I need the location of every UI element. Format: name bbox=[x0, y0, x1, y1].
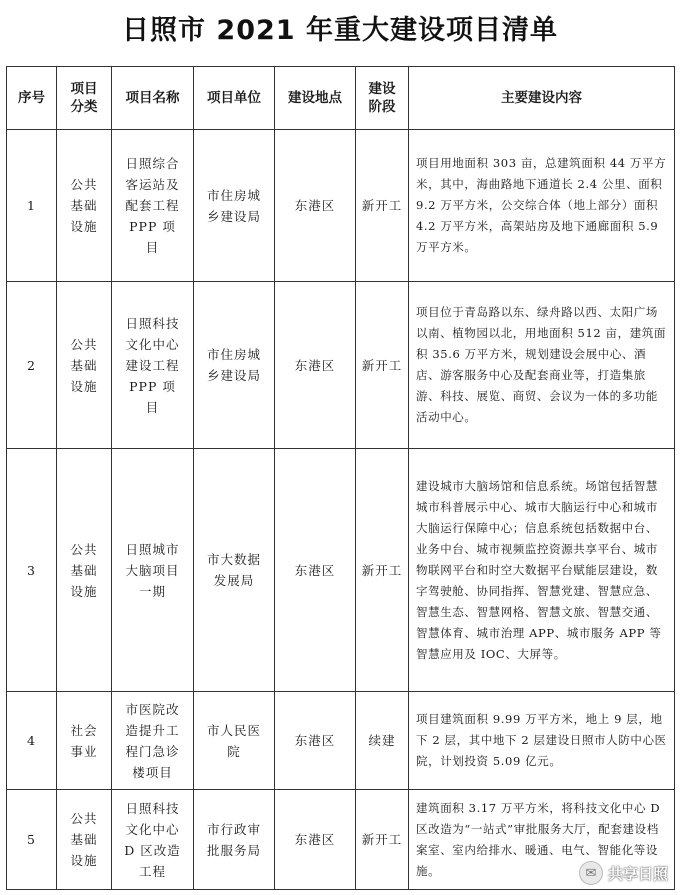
cell-location: 东港区 bbox=[275, 282, 356, 449]
cell-index: 3 bbox=[7, 449, 57, 692]
cell-stage: 续建 bbox=[356, 692, 409, 790]
cell-project-name-text: 日照城市大脑项目一期 bbox=[125, 541, 180, 599]
cell-location: 东港区 bbox=[275, 449, 356, 692]
cell-project-name-text: 日照科技文化中心建设工程 PPP 项目 bbox=[125, 315, 180, 415]
cell-category bbox=[57, 130, 112, 282]
cell-content: 建筑面积 3.17 万平方米，将科技文化中心 D 区改造为“一站式”审批服务大厅，配套建设档案室、室内给排水、暖通、电气、智能化等设施。 bbox=[409, 790, 675, 890]
header-index: 序号 bbox=[7, 67, 57, 130]
watermark bbox=[579, 861, 668, 885]
cell-content: 项目用地面积 303 亩，总建筑面积 44 万平方米，其中，海曲路地下通道长 2.4 公里、面积 9.2 万平方米，公交综合体（地上部分）面积 4.2 万平方米，高架站房及地下通廊面积 5.9 万平方米。 bbox=[409, 130, 675, 282]
header-category bbox=[57, 67, 112, 130]
cell-index: 2 bbox=[7, 282, 57, 449]
cell-content: 项目建筑面积 9.99 万平方米，地上 9 层，地下 2 层，其中地下 2 层建设日照市人防中心医院，计划投资 5.09 亿元。 bbox=[409, 692, 675, 790]
cell-project-name-text: 市医院改造提升工程门急诊楼项目 bbox=[125, 701, 180, 780]
cell-stage: 新开工 bbox=[356, 449, 409, 692]
cell-project-name bbox=[112, 790, 194, 890]
cell-unit-text: 市行政审批服务局 bbox=[206, 821, 261, 858]
cell-unit bbox=[194, 449, 275, 692]
cell-unit bbox=[194, 692, 275, 790]
cell-project-name bbox=[112, 282, 194, 449]
header-stage bbox=[356, 67, 409, 130]
cell-location: 东港区 bbox=[275, 790, 356, 890]
cell-unit-text: 市住房城乡建设局 bbox=[206, 347, 261, 383]
table-row bbox=[7, 282, 675, 449]
cell-project-name-text: 日照综合客运站及配套工程 PPP 项目 bbox=[125, 156, 180, 255]
cell-unit bbox=[194, 130, 275, 282]
chat-bubble-icon: ✉ bbox=[579, 861, 603, 885]
header-content: 主要建设内容 bbox=[409, 67, 675, 130]
cell-category-text: 公共基础设施 bbox=[70, 541, 98, 599]
cell-category-text: 公共基础设施 bbox=[70, 811, 98, 868]
cell-project-name-text: 日照科技文化中心 D 区改造工程 bbox=[124, 800, 181, 879]
table-row bbox=[7, 449, 675, 692]
cell-stage: 新开工 bbox=[356, 790, 409, 890]
cell-unit-text: 市住房城乡建设局 bbox=[206, 187, 261, 224]
cell-index: 1 bbox=[7, 130, 57, 282]
header-unit: 项目单位 bbox=[194, 67, 275, 130]
cell-unit-text: 市人民医院 bbox=[206, 722, 261, 759]
header-location: 建设地点 bbox=[275, 67, 356, 130]
cell-unit-text: 市大数据发展局 bbox=[206, 552, 261, 588]
cell-category-text: 社会事业 bbox=[70, 722, 98, 759]
table-row bbox=[7, 130, 675, 282]
watermark-text: 共享日照 bbox=[607, 864, 668, 883]
cell-content: 建设城市大脑场馆和信息系统。场馆包括智慧城市科普展示中心、城市大脑运行中心和城市大脑运行保障中心；信息系统包括数据中台、业务中台、城市视频监控资源共享平台、城市物联网平台和时空大数据平台赋能层建设，数字驾驶舱、协同指挥、智慧党建、智慧应急、智慧生态、智慧网格、智慧文旅、智慧交通、智慧体育、城市治理 APP、城市服务 APP 等智慧应用及 IOC、大屏等。 bbox=[409, 449, 675, 692]
cell-project-name bbox=[112, 130, 194, 282]
cell-project-name bbox=[112, 692, 194, 790]
header-name: 项目名称 bbox=[112, 67, 194, 130]
project-table bbox=[6, 66, 675, 890]
table-row bbox=[7, 692, 675, 790]
cell-unit bbox=[194, 790, 275, 890]
cell-category bbox=[57, 790, 112, 890]
cell-category bbox=[57, 282, 112, 449]
cell-index: 4 bbox=[7, 692, 57, 790]
page-title: 日照市 2021 年重大建设项目清单 bbox=[122, 15, 558, 46]
cell-category bbox=[57, 449, 112, 692]
table-row bbox=[7, 790, 675, 890]
header-category-label: 项目分类 bbox=[70, 81, 98, 115]
cell-index: 5 bbox=[7, 790, 57, 890]
cell-unit bbox=[194, 282, 275, 449]
cell-location: 东港区 bbox=[275, 130, 356, 282]
cell-stage: 新开工 bbox=[356, 130, 409, 282]
cell-content: 项目位于青岛路以东、绿舟路以西、太阳广场以南、植物园以北，用地面积 512 亩，建筑面积 35.6 万平方米，规划建设会展中心、酒店、游客服务中心及配套商业等，打造集旅游、科技、展览、商贸、会议为一体的多功能活动中心。 bbox=[409, 282, 675, 449]
cell-category-text: 公共基础设施 bbox=[70, 336, 98, 394]
cell-category-text: 公共基础设施 bbox=[70, 177, 98, 234]
cell-stage: 新开工 bbox=[356, 282, 409, 449]
header-stage-label: 建设阶段 bbox=[368, 81, 396, 115]
cell-location: 东港区 bbox=[275, 692, 356, 790]
table-header-row bbox=[7, 67, 675, 130]
cell-category bbox=[57, 692, 112, 790]
cell-project-name bbox=[112, 449, 194, 692]
